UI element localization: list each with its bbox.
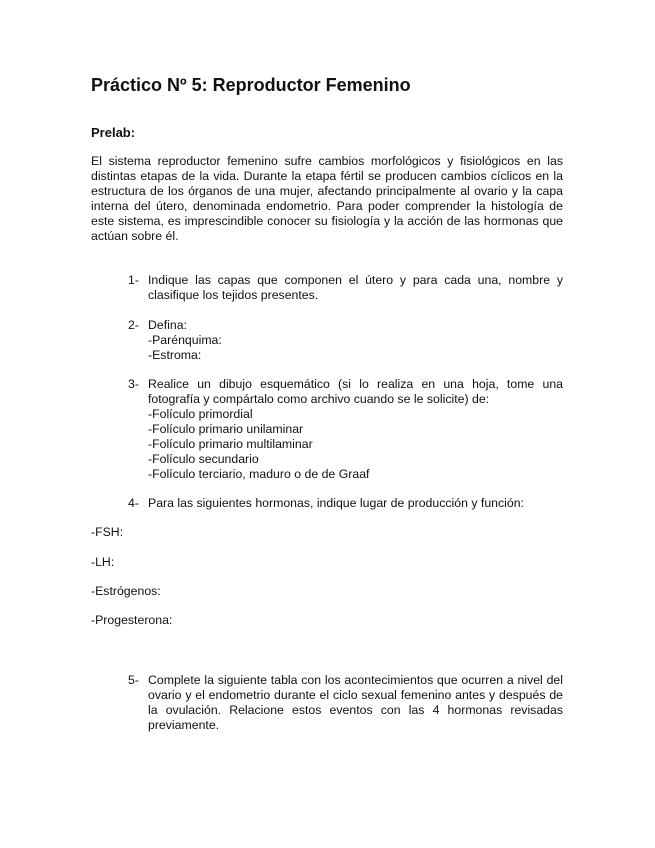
question-4 bbox=[128, 496, 563, 511]
question-body bbox=[148, 377, 563, 482]
question-text: Para las siguientes hormonas, indique lugar de producción y función: bbox=[148, 496, 524, 510]
question-subitem: -Folículo secundario bbox=[148, 452, 259, 466]
question-body bbox=[148, 318, 563, 363]
question-subitem: -Folículo primario multilaminar bbox=[148, 437, 313, 451]
page-title: Práctico Nº 5: Reproductor Femenino bbox=[91, 75, 411, 95]
prelab-heading: Prelab: bbox=[91, 125, 136, 140]
question-text: Complete la siguiente tabla con los acontecimientos que ocurren a nivel del ovario y el endometrio durante el ciclo sexual femenino antes y después de la ovulación. Relacione estos eventos con las 4 hormonas revisadas previamente. bbox=[148, 673, 563, 732]
question-text: Defina: bbox=[148, 318, 187, 332]
question-subitem: -Folículo primario unilaminar bbox=[148, 422, 304, 436]
question-number: 5- bbox=[128, 673, 139, 687]
question-number: 3- bbox=[128, 377, 139, 391]
question-subitem: -Parénquima: bbox=[148, 333, 222, 347]
hormone-estrogens: -Estrógenos: bbox=[91, 584, 161, 598]
hormone-progesterone: -Progesterona: bbox=[91, 613, 173, 627]
question-number: 4- bbox=[128, 496, 139, 510]
hormone-lh: -LH: bbox=[91, 555, 115, 569]
question-subitem: -Estroma: bbox=[148, 348, 202, 362]
hormone-fsh: -FSH: bbox=[91, 525, 124, 539]
question-5 bbox=[128, 673, 563, 733]
question-text: Realice un dibujo esquemático (si lo realiza en una hoja, tome una fotografía y compártalo como archivo cuando se le solicite) de: bbox=[148, 377, 563, 406]
question-1 bbox=[128, 273, 563, 303]
intro-paragraph: El sistema reproductor femenino sufre cambios morfológicos y fisiológicos en las distintas etapas de la vida. Durante la etapa fértil se producen cambios cíclicos en la estructura de los órganos de una mujer, afectando principalmente al ovario y la capa interna del útero, denominada endometrio. Para poder comprender la histología de este sistema, es imprescindible conocer su fisiología y la acción de las hormonas que actúan sobre él. bbox=[91, 154, 563, 243]
question-3 bbox=[128, 377, 563, 482]
question-text: Indique las capas que componen el útero y para cada una, nombre y clasifique los tejidos presentes. bbox=[148, 273, 563, 302]
question-subitem: -Folículo primordial bbox=[148, 407, 253, 421]
question-number: 1- bbox=[128, 273, 139, 287]
question-2 bbox=[128, 318, 563, 363]
question-number: 2- bbox=[128, 318, 139, 332]
question-subitem: -Folículo terciario, maduro o de de Graaf bbox=[148, 467, 370, 481]
